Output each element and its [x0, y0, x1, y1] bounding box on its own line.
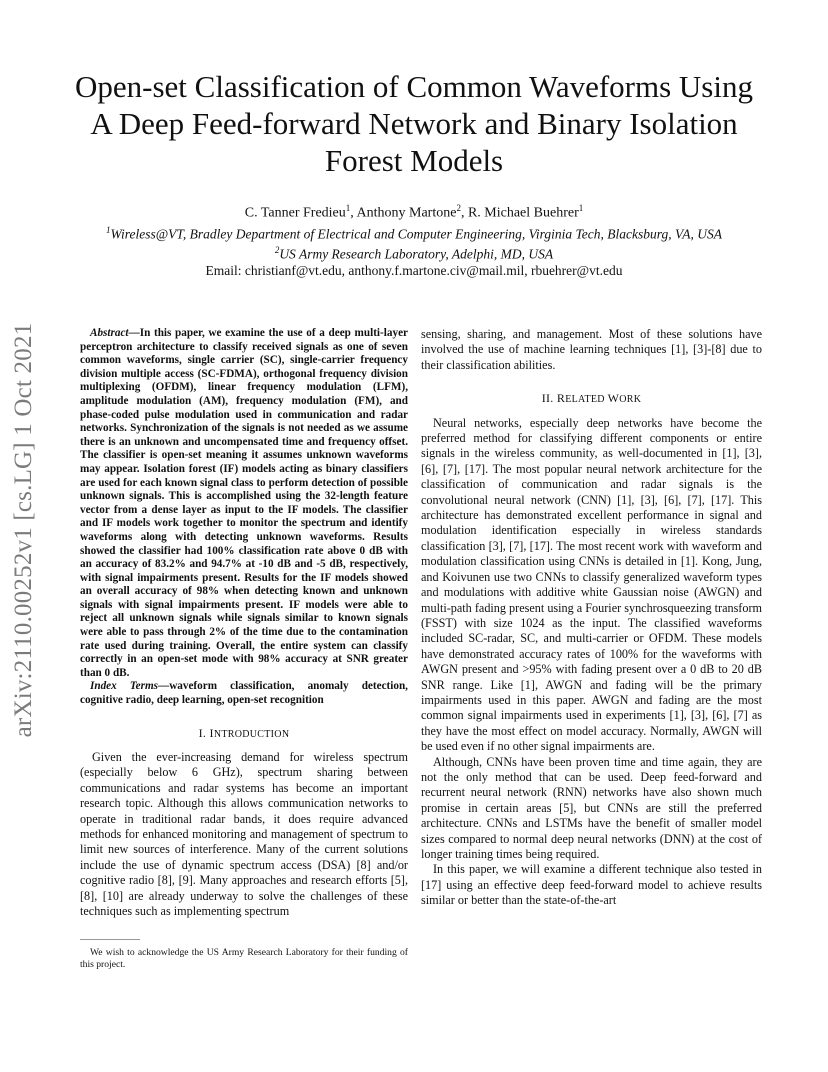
footnote: We wish to acknowledge the US Army Research Laboratory for their funding of this project.: [80, 947, 408, 970]
author-3: R. Michael Buehrer: [467, 205, 579, 221]
footnote-rule: [80, 939, 140, 940]
abstract-label: Abstract: [90, 327, 129, 339]
author-emails: Email: christianf@vt.edu, anthony.f.martone.civ@mail.mil, rbuehrer@vt.edu: [205, 262, 623, 278]
author-names: C. Tanner Fredieu$^1$, Anthony Martone$^2$, R. Michael Buehrer$^1$: [244, 203, 584, 221]
right-column: [421, 327, 762, 909]
author-2: Anthony Martone: [356, 205, 457, 221]
related-paragraph-2: Although, CNNs have been proven time and time again, they are not the only method that can be used. Deep feed-forward and recurrent neural network (RNN) networks have also shown much promise in certain areas [5], but CNNs are still the preferred architecture. CNNs and LSTMs have the benefit of smaller model sizes compared to normal deep neural networks (DNN) at the cost of longer training times being required.: [421, 754, 762, 861]
abstract-text: —In this paper, we examine the use of a deep multi-layer perceptron architecture to classify received signals as one of seven common waveforms, single carrier (SC), single-carrier frequency division multiple access (SC-FDMA), orthogonal frequency division multiplexing (OFDM), linear frequency modulation (LFM), amplitude modulation (AM), frequency modulation (FM), and phase-coded pulse modulation used in communication and radar networks. Synchronization of the signals is not needed as we assume there is an unknown and uncompensated time and frequency offset. The classifier is open-set meaning it assumes unknown waveforms may appear. Isolation forest (IF) models acting as binary classifiers are used for each known signal class to perform detection of possible unknown signals. This is accomplished using the 32-length feature vector from a dense layer as input to the IF models. The classifier and IF models work together to monitor the spectrum and identify waveforms along with detecting unknown waveforms. Results showed the classifier had 100% classification rate above 0 dB with an accuracy of 83.2% and 94.7% at -10 dB and -5 dB, respectively, with signal impairments present. Results for the IF models showed an overall accuracy of 98% when detecting known and unknown signals with signal impairments present. IF models were able to reject all unknown signals while signals similar to known signals were able to pass through 2% of the time due to the contamination rate used during training. Overall, the entire system can classify correctly in an open-set mode with 98% accuracy at SNR greater than 0 dB.: [80, 327, 408, 679]
section-heading-related-work: II. RELATED WORK: [541, 391, 642, 406]
related-paragraph-3: In this paper, we will examine a different technique also tested in [17] using an effective deep feed-forward model to achieve results similar or better than the state-of-the-art: [421, 862, 762, 908]
index-terms: [80, 680, 408, 707]
author-1-sup: 1: [345, 203, 351, 213]
author-1: C. Tanner Fredieu: [244, 205, 346, 221]
intro-paragraph: Given the ever-increasing demand for wireless spectrum (especially below 6 GHz), spectrum sharing between communications and radar systems has become an important research topic. Although this allows communication networks to operate in traditional radar bands, it does require advanced methods for enhanced monitoring and management of spectrum to limit new sources of interference. Many of the current solutions include the use of dynamic spectrum access (DSA) [8] and/or cognitive radio [8], [9]. Many approaches and research efforts [5], [8], [10] are already underway to solve the challenges of these techniques such as implementing spectrum: [80, 750, 408, 919]
paper-title: Open-set Classification of Common Waveforms Using A Deep Feed-forward Network and Binary Isolation Forest Models: [75, 69, 753, 178]
index-terms-label: Index Terms: [90, 680, 159, 693]
author-3-sup: 1: [578, 203, 584, 213]
affiliation-2: $^2$US Army Research Laboratory, Adelphi, MD, USA: [274, 245, 554, 262]
arxiv-sidebar: [0, 290, 48, 770]
index-terms-text: —waveform classification, anomaly detection, cognitive radio, deep learning, open-set recognition: [80, 680, 408, 707]
arxiv-identifier: arXiv:2110.00252v1 [cs.LG] 1 Oct 2021: [10, 322, 37, 738]
related-paragraph-1: Neural networks, especially deep networks have become the preferred method for classifying different components or entire signals in the wireless community, as well-documented in [1], [3], [6], [7], [17]. The most popular neural network architecture for the classification of communication and radar signals is the convolutional neural network (CNN) [1], [3], [6], [7], [17]. This architecture has demonstrated excellent performance in signal and modulation identification especially in wireless standards classification [3], [7], [17]. The most recent work with waveform and modulation classification using CNNs is detailed in [1]. Kong, Jung, and Koivunen use two CNNs to classify generalized waveform types and modulations with additive white Gaussian noise (AWGN) and multi-path fading present using a Fourier synchrosqueezing transform (FSST) with size 1024 as the input. The classified waveforms included SC-radar, SC, and multi-carrier or OFDM. These models have demonstrated accuracy rates of 100% for the waveforms with AWGN present and >95% with fading present over a 0 dB to 20 dB SNR range. Like [1], AWGN and fading will be the primary impairments used in this paper. AWGN and fading are the most common signal impairments used in experiments [1], [3], [6], [7] as they have the most effect on model accuracy. Normally, AWGN will be used even if no other signal impairments are.: [421, 415, 762, 754]
author-block: [60, 200, 768, 279]
intro-continuation: sensing, sharing, and management. Most of these solutions have involved the use of machine learning techniques [1], [3]-[8] due to their classification abilities.: [421, 327, 762, 372]
left-column: [80, 327, 408, 920]
author-2-sup: 2: [456, 203, 461, 213]
affiliation-1: $^1$Wireless@VT, Bradley Department of Electrical and Computer Engineering, Virginia Tech, Blacksburg, VA, USA: [106, 224, 722, 242]
abstract: [80, 327, 408, 680]
section-heading-introduction: I. INTRODUCTION: [198, 725, 290, 740]
